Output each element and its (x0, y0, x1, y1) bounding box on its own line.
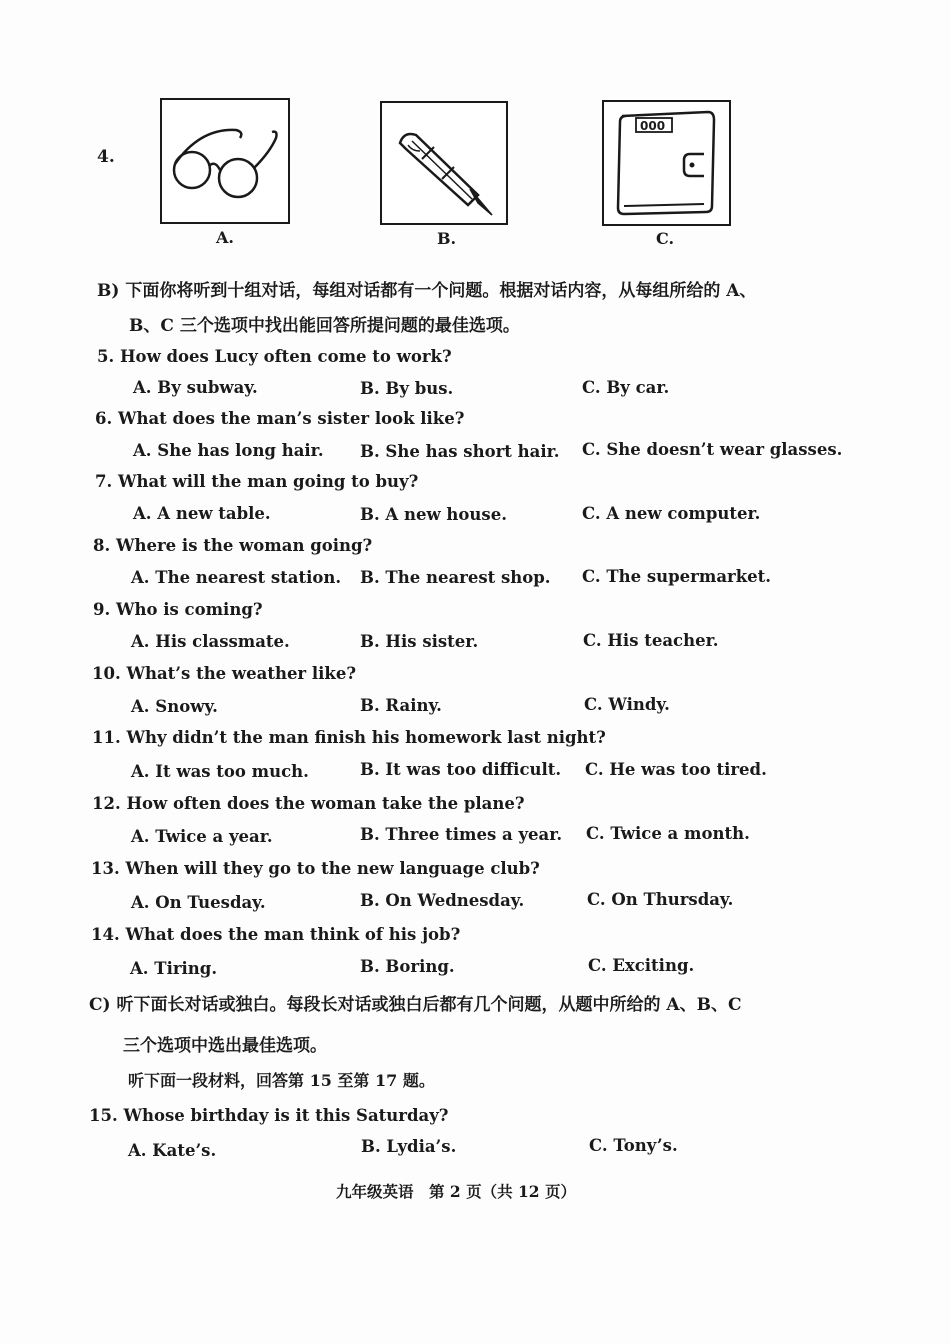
question-14-option-c: C. Exciting. (588, 956, 695, 975)
question-4-number: 4. (97, 147, 115, 167)
option-b-label: B. (437, 229, 457, 248)
question-13: 13. When will they go to the new language club? (91, 859, 540, 878)
option-a-label: A. (216, 228, 234, 247)
question-9: 9. Who is coming? (93, 600, 263, 619)
question-5: 5. How does Lucy often come to work? (97, 347, 452, 366)
question-9-option-c: C. His teacher. (583, 631, 719, 650)
question-10-option-c: C. Windy. (584, 695, 670, 714)
question-14: 14. What does the man think of his job? (91, 925, 461, 944)
question-9-option-b: B. His sister. (360, 632, 479, 651)
question-13-option-a: A. On Tuesday. (131, 893, 266, 912)
svg-text:000: 000 (640, 119, 666, 133)
question-12-option-b: B. Three times a year. (360, 825, 563, 844)
question-7-option-c: C. A new computer. (582, 504, 761, 523)
question-7-option-a: A. A new table. (133, 504, 271, 523)
section-c-instruction-line1: C) 听下面长对话或独白。每段长对话或独白后都有几个问题，从题中所给的 A、B、C (89, 995, 742, 1015)
question-11: 11. Why didn’t the man finish his homework last night? (92, 728, 606, 747)
question-12: 12. How often does the woman take the plane? (92, 794, 525, 813)
pen-icon (382, 103, 506, 223)
section-b-instruction-line2: B、C 三个选项中找出能回答所提问题的最佳选项。 (129, 316, 520, 336)
question-7: 7. What will the man going to buy? (95, 472, 419, 491)
question-11-option-a: A. It was too much. (131, 762, 309, 781)
question-14-option-a: A. Tiring. (130, 959, 218, 978)
section-c-instruction-line2: 三个选项中选出最佳选项。 (123, 1036, 327, 1056)
notebook-icon (604, 102, 729, 224)
question-11-option-c: C. He was too tired. (585, 760, 767, 779)
section-b-instruction-line1: B) 下面你将听到十组对话，每组对话都有一个问题。根据对话内容，从每组所给的 A、 (97, 281, 757, 301)
question-5-option-b: B. By bus. (360, 379, 454, 398)
question-14-option-b: B. Boring. (360, 957, 455, 976)
question-10: 10. What’s the weather like? (92, 664, 357, 683)
question-7-option-b: B. A new house. (360, 505, 507, 524)
section-c-note: 听下面一段材料，回答第 15 至第 17 题。 (128, 1071, 435, 1090)
question-15-option-a: A. Kate’s. (128, 1141, 217, 1160)
question-8-option-b: B. The nearest shop. (360, 568, 551, 587)
question-13-option-c: C. On Thursday. (587, 890, 734, 909)
question-12-option-c: C. Twice a month. (586, 824, 750, 843)
page-footer: 九年级英语 第 2 页（共 12 页） (336, 1182, 576, 1201)
question-5-option-c: C. By car. (582, 378, 670, 397)
question-12-option-a: A. Twice a year. (131, 827, 273, 846)
question-13-option-b: B. On Wednesday. (360, 891, 525, 910)
question-6-option-b: B. She has short hair. (360, 442, 560, 461)
question-8-option-c: C. The supermarket. (582, 567, 772, 586)
option-a-picture (160, 98, 290, 224)
question-6-option-c: C. She doesn’t wear glasses. (582, 440, 843, 459)
glasses-icon (162, 100, 288, 222)
question-8-option-a: A. The nearest station. (131, 568, 342, 587)
question-15: 15. Whose birthday is it this Saturday? (89, 1106, 449, 1125)
question-10-option-b: B. Rainy. (360, 696, 442, 715)
question-6: 6. What does the man’s sister look like? (95, 409, 465, 428)
option-b-picture (380, 101, 508, 225)
question-11-option-b: B. It was too difficult. (360, 760, 562, 779)
option-c-picture (602, 100, 731, 226)
question-5-option-a: A. By subway. (133, 378, 258, 397)
question-10-option-a: A. Snowy. (131, 697, 218, 716)
question-6-option-a: A. She has long hair. (133, 441, 324, 460)
question-8: 8. Where is the woman going? (93, 536, 373, 555)
question-15-option-c: C. Tony’s. (589, 1136, 678, 1155)
option-c-label: C. (656, 229, 675, 248)
question-9-option-a: A. His classmate. (131, 632, 290, 651)
question-15-option-b: B. Lydia’s. (361, 1137, 457, 1156)
